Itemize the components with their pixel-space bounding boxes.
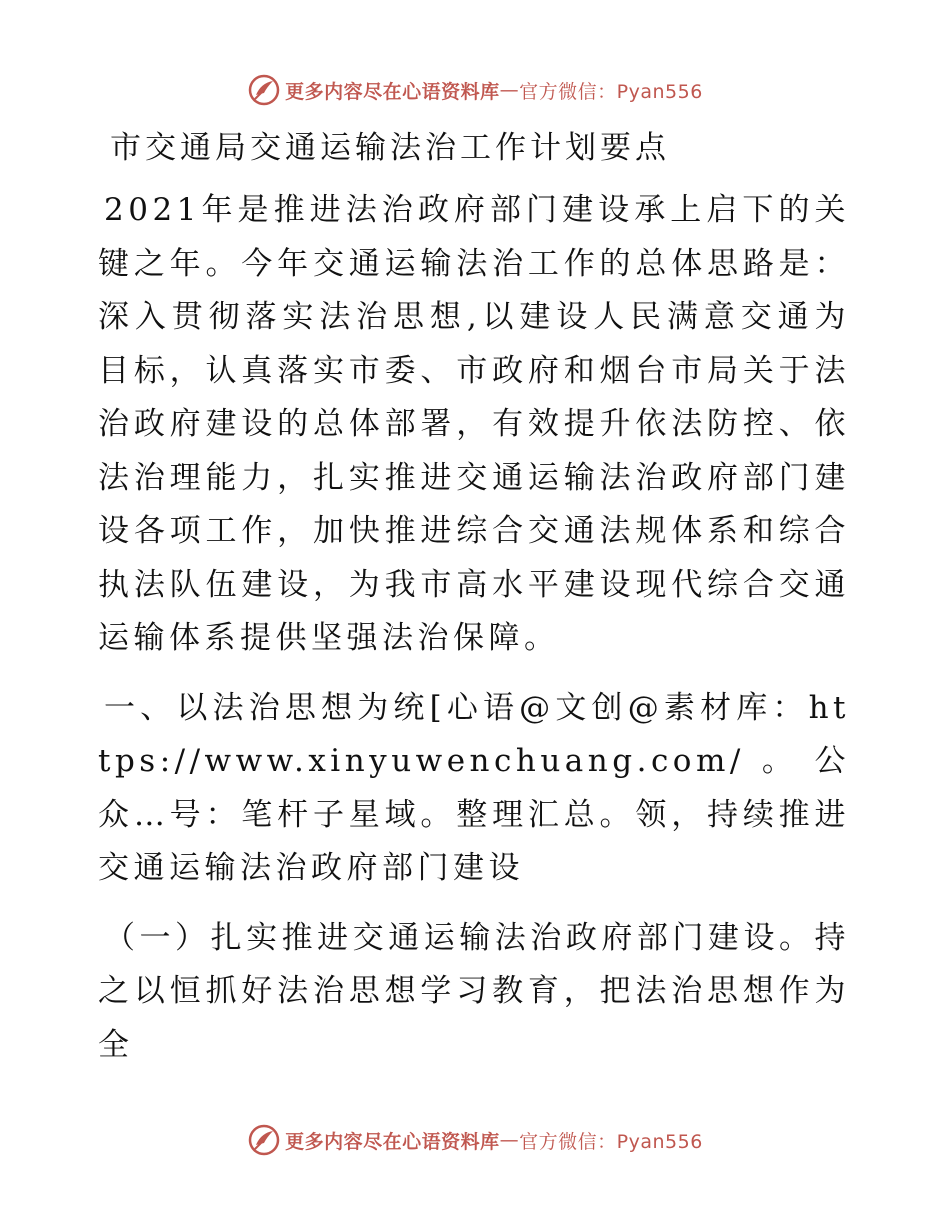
watermark-wechat-text: 官方微信：Pyan556	[519, 80, 703, 103]
watermark-dash: —	[499, 79, 520, 101]
document-body	[98, 122, 850, 1088]
watermark-site-text: 更多内容尽在心语资料库	[285, 1130, 500, 1153]
watermark-site-text: 更多内容尽在心语资料库	[285, 80, 500, 103]
quill-seal-icon	[247, 1123, 281, 1157]
footer-watermark	[0, 1120, 950, 1160]
paragraph-section-one: 一、以法治思想为统[心语@文创@素材库：https://www.xinyuwenchuang.com/。公众…号：笔杆子星域。整理汇总。领，持续推进交通运输法治政府部门建设	[98, 689, 850, 886]
header-watermark	[0, 70, 950, 110]
paragraph-intro: 2021年是推进法治政府部门建设承上启下的关键之年。今年交通运输法治工作的总体思路是：深入贯彻落实法治思想,以建设人民满意交通为目标，认真落实市委、市政府和烟台市局关于法治政府建设的总体部署，有效提升依法防控、依法治理能力，扎实推进交通运输法治政府部门建设各项工作，加快推进综合交通法规体系和综合执法队伍建设，为我市高水平建设现代综合交通运输体系提供坚强法治保障。	[98, 192, 850, 656]
watermark-wechat-text: 官方微信：Pyan556	[519, 1130, 703, 1153]
quill-seal-icon	[247, 73, 281, 107]
watermark-dash: —	[499, 1129, 520, 1151]
document-title: 市交通局交通运输法治工作计划要点	[110, 130, 670, 166]
paragraph-subsection-one: （一）扎实推进交通运输法治政府部门建设。持之以恒抓好法治思想学习教育，把法治思想作为全	[98, 919, 850, 1063]
